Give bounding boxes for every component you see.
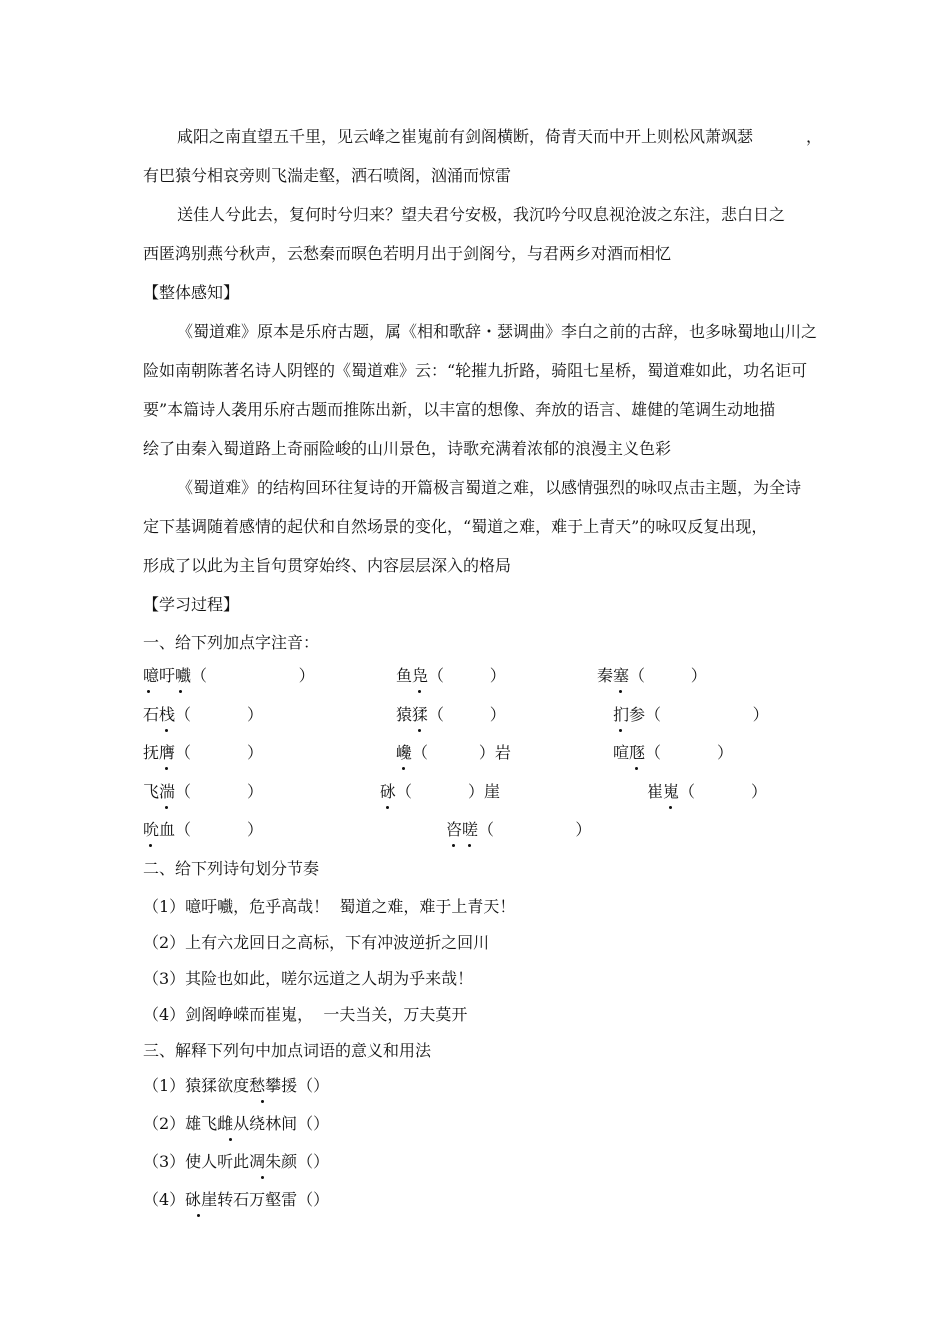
- overview-line: 险如南朝陈著名诗人阴铿的《蜀道难》云：“轮摧九折路，骑阻七星桥，蜀道难如此，功名讵可: [143, 361, 808, 380]
- overview-line: 《蜀道难》的结构回环往复诗的开篇极言蜀道之难，以感情强烈的咏叹点击主题，为全诗: [177, 478, 802, 497]
- overview-line: 要”本篇诗人袭用乐府古题而推陈出新，以丰富的想像、奔放的语言、雄健的笔调生动地描: [143, 400, 776, 419]
- pinyin-item: [143, 820, 263, 840]
- pinyin-word: 喧豗: [613, 743, 646, 762]
- answer-blank: （ ）: [175, 705, 263, 724]
- pinyin-item: [143, 743, 263, 763]
- pinyin-word: 噫吁嚱: [143, 666, 192, 685]
- answer-blank: （ ）: [645, 743, 733, 762]
- pinyin-item: [143, 705, 263, 725]
- overview-line: 形成了以此为主旨句贯穿始终、内容层层深入的格局: [143, 556, 512, 575]
- pinyin-word: 抚膺: [143, 743, 176, 762]
- process-heading: 【学习过程】: [143, 595, 240, 614]
- passage-line: 送佳人兮此去，复何时兮归来？望夫君兮安极，我沉吟兮叹息视沧波之东注，悲白日之: [177, 205, 786, 224]
- overview-line: 《蜀道难》原本是乐府古题，属《相和歌辞・瑟调曲》李白之前的古辞，也多咏蜀地山川之: [177, 322, 818, 341]
- overview-line: 定下基调随着感情的起伏和自然场景的变化，“蜀道之难，难于上青天”的咏叹反复出现，: [143, 517, 768, 536]
- answer-blank: （ ）: [428, 705, 506, 724]
- question-2-item: （2）上有六龙回日之高标，下有冲波逆折之回川: [143, 933, 490, 952]
- pinyin-item: [396, 705, 506, 725]
- question-2-item: （3）其险也如此，嗟尔远道之人胡为乎来哉！: [143, 969, 474, 988]
- pinyin-item: [597, 666, 707, 686]
- pinyin-item: [613, 743, 733, 763]
- pinyin-word: 鱼凫: [396, 666, 429, 685]
- pinyin-word: 巉: [396, 743, 413, 762]
- answer-blank: （ ）: [396, 782, 484, 801]
- answer-blank: （ ）: [629, 666, 707, 685]
- pinyin-word: 砯: [380, 782, 397, 801]
- question-3-item: （4）砯崖转石万壑雷（）: [143, 1190, 329, 1210]
- pinyin-item: [647, 782, 767, 802]
- passage-line: 有巴猿兮相哀旁则飞湍走壑，洒石喷阁，汹涌而惊雷: [143, 166, 512, 185]
- question-3-item: （3）使人听此凋朱颜（）: [143, 1152, 329, 1172]
- overview-line: 绘了由秦入蜀道路上奇丽险峻的山川景色，诗歌充满着浓郁的浪漫主义色彩: [143, 439, 672, 458]
- question-1-title: 一、给下列加点字注音：: [143, 633, 320, 652]
- pinyin-item: [143, 666, 315, 686]
- pinyin-item: [396, 743, 511, 763]
- answer-blank: （ ）: [645, 705, 769, 724]
- answer-blank: （ ）: [428, 666, 506, 685]
- pinyin-word: 猿猱: [396, 705, 429, 724]
- pinyin-word: 石栈: [143, 705, 176, 724]
- passage-line: 西匿鸿别燕兮秋声，云愁秦而暝色若明月出于剑阁兮，与君两乡对酒而相忆: [143, 244, 672, 263]
- question-2-item: （1）噫吁嚱，危乎高哉！ 蜀道之难，难于上青天！: [143, 897, 516, 916]
- passage-line: 咸阳之南直望五千里，见云峰之崔嵬前有剑阁横断，倚青天而中开上则松风萧飒瑟: [177, 127, 754, 146]
- question-3-item: （2）雄飞雌从绕林间（）: [143, 1114, 329, 1134]
- answer-blank: （ ）: [175, 782, 263, 801]
- answer-blank: （ ）: [412, 743, 495, 762]
- question-3-title: 三、解释下列句中加点词语的意义和用法: [143, 1041, 432, 1060]
- answer-blank: （ ）: [679, 782, 767, 801]
- pinyin-item: [396, 666, 506, 686]
- pinyin-word: 崔嵬: [647, 782, 680, 801]
- pinyin-word: 吮血: [143, 820, 176, 839]
- question-2-title: 二、给下列诗句划分节奏: [143, 859, 320, 878]
- pinyin-word: 飞湍: [143, 782, 176, 801]
- pinyin-word: 咨嗟: [446, 820, 479, 839]
- pinyin-item: [446, 820, 591, 840]
- question-3-item: （1）猿猱欲度愁攀援（）: [143, 1076, 329, 1096]
- pinyin-word: 扪参: [613, 705, 646, 724]
- pinyin-item: [380, 782, 500, 802]
- answer-blank: （ ）: [175, 820, 263, 839]
- question-2-item: （4）剑阁峥嵘而崔嵬， 一夫当关，万夫莫开: [143, 1005, 468, 1024]
- pinyin-item: [613, 705, 769, 725]
- answer-blank: （ ）: [191, 666, 315, 685]
- passage-comma: ，: [806, 127, 823, 146]
- pinyin-word-suffix: 崖: [483, 782, 500, 801]
- pinyin-word: 秦塞: [597, 666, 630, 685]
- overview-heading: 【整体感知】: [143, 283, 240, 302]
- answer-blank: （ ）: [478, 820, 592, 839]
- pinyin-word-suffix: 岩: [494, 743, 511, 762]
- pinyin-item: [143, 782, 263, 802]
- answer-blank: （ ）: [175, 743, 263, 762]
